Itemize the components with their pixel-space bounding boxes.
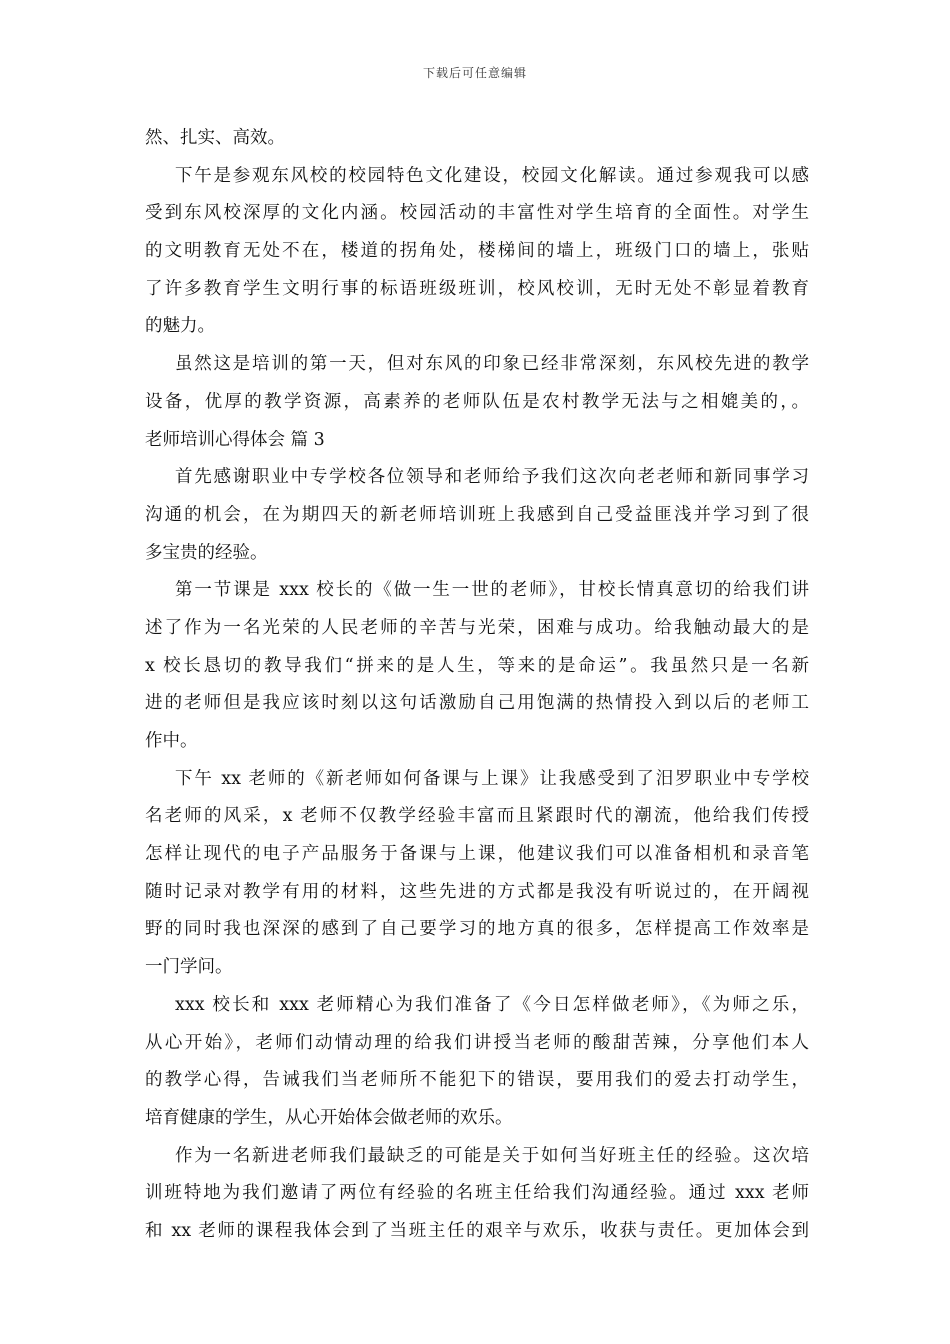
- text-line: 下午 xx 老师的《新老师如何备课与上课》让我感受到了汨罗职业中专学校: [175, 768, 809, 789]
- text-line: 述了作为一名光荣的人民老师的辛苦与光荣，困难与成功。给我触动最大的是: [145, 617, 809, 638]
- text-line: 作中。: [145, 731, 198, 751]
- text-line: 一门学问。: [145, 957, 233, 978]
- text-line: 受到东风校深厚的文化内涵。校园活动的丰富性对学生培育的全面性。对学生: [145, 203, 809, 224]
- document-body: [145, 120, 809, 1251]
- text-line: 虽然这是培训的第一天，但对东风的印象已经非常深刻，东风校先进的教学: [175, 354, 809, 375]
- text-line: 的教学心得，告诫我们当老师所不能犯下的错误，要用我们的爱去打动学生，: [145, 1070, 809, 1091]
- text-line: 怎样让现代的电子产品服务于备课与上课，他建议我们可以准备相机和录音笔: [145, 844, 809, 865]
- text-line: 然、扎实、高效。: [145, 128, 285, 148]
- section-heading: 老师培训心得体会 篇 3: [145, 429, 325, 450]
- text-line: 训班特地为我们邀请了两位有经验的名班主任给我们沟通经验。通过 xxx 老师: [145, 1183, 809, 1204]
- text-line: x 校长恳切的教导我们“拼来的是人生，等来的是命运”。我虽然只是一名新: [145, 655, 809, 676]
- text-line: 随时记录对教学有用的材料，这些先进的方式都是我没有听说过的，在开阔视: [145, 881, 809, 902]
- text-line: 作为一名新进老师我们最缺乏的可能是关于如何当好班主任的经验。这次培: [175, 1145, 809, 1166]
- text-line: 的魅力。: [145, 316, 215, 337]
- text-line: 多宝贵的经验。: [145, 542, 268, 563]
- text-line: xxx 校长和 xxx 老师精心为我们准备了《今日怎样做老师》，《为师之乐，: [175, 994, 809, 1015]
- text-line: 的文明教育无处不在，楼道的拐角处，楼梯间的墙上，班级门口的墙上，张贴: [145, 241, 809, 262]
- text-line: 了许多教育学生文明行事的标语班级班训，校风校训，无时无处不彰显着教育: [145, 278, 809, 299]
- text-line: 从心开始》，老师们动情动理的给我们讲授当老师的酸甜苦辣，分享他们本人: [145, 1032, 809, 1053]
- text-line: 进的老师但是我应该时刻以这句话激励自己用饱满的热情投入到以后的老师工: [145, 693, 809, 714]
- text-line: 培育健康的学生，从心开始体会做老师的欢乐。: [145, 1107, 513, 1128]
- text-line: 设备，优厚的教学资源，高素养的老师队伍是农村教学无法与之相媲美的，。: [145, 391, 809, 412]
- text-line: 首先感谢职业中专学校各位领导和老师给予我们这次向老老师和新同事学习: [175, 467, 809, 488]
- text-line: 野的同时我也深深的感到了自己要学习的地方真的很多，怎样提高工作效率是: [145, 919, 809, 940]
- page-header: 下载后可任意编辑: [422, 66, 527, 80]
- text-line: 第一节课是 xxx 校长的《做一生一世的老师》，甘校长情真意切的给我们讲: [175, 580, 809, 601]
- text-line: 和 xx 老师的课程我体会到了当班主任的艰辛与欢乐，收获与责任。更加体会到: [145, 1220, 809, 1241]
- text-line: 名老师的风采，x 老师不仅教学经验丰富而且紧跟时代的潮流，他给我们传授: [145, 806, 809, 827]
- text-line: 下午是参观东风校的校园特色文化建设，校园文化解读。通过参观我可以感: [175, 165, 809, 186]
- text-line: 沟通的机会，在为期四天的新老师培训班上我感到自己受益匪浅并学习到了很: [145, 504, 809, 525]
